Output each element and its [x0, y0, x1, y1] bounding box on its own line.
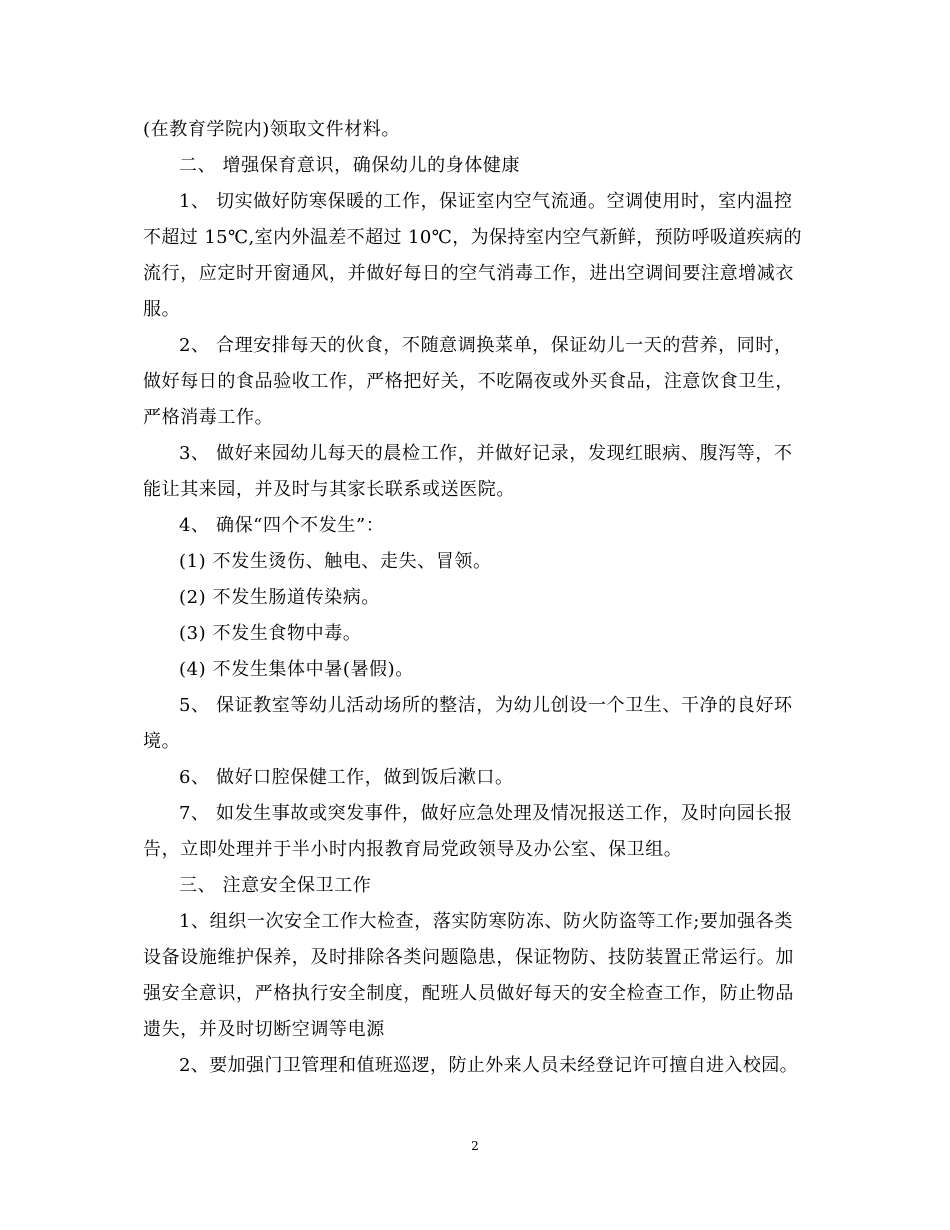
- text-line: 1、组织一次安全工作大检查，落实防寒防冻、防火防盗等工作;要加强各类: [179, 911, 793, 932]
- text-line: 强安全意识，严格执行安全制度，配班人员做好每天的安全检查工作，防止物品: [143, 983, 794, 1004]
- text-line: 流行，应定时开窗通风，并做好每日的空气消毒工作，进出空调间要注意增减衣: [143, 263, 794, 284]
- page-number: 2: [471, 1139, 479, 1153]
- text-line: 能让其来园，并及时与其家长联系或送医院。: [143, 479, 515, 500]
- text-line: (2) 不发生肠道传染病。: [179, 587, 381, 608]
- text-line: 不超过 15℃,室内外温差不超过 10℃，为保持室内空气新鲜，预防呼吸道疾病的: [143, 227, 802, 248]
- text-line: 二、 增强保育意识，确保幼儿的身体健康: [179, 155, 521, 176]
- text-line: 5、 保证教室等幼儿活动场所的整洁，为幼儿创设一个卫生、干净的良好环: [179, 695, 793, 716]
- text-line: (在教育学院内)领取文件材料。: [143, 119, 401, 140]
- document-body: [143, 112, 803, 1084]
- text-line: 4、 确保“四个不发生”：: [179, 515, 385, 536]
- text-line: 6、 做好口腔保健工作，做到饭后漱口。: [179, 767, 514, 788]
- text-line: (3) 不发生食物中毒。: [179, 623, 362, 644]
- text-line: 遗失，并及时切断空调等电源: [143, 1019, 385, 1040]
- text-line: 严格消毒工作。: [143, 407, 274, 428]
- text-line: 做好每日的食品验收工作，严格把好关，不吃隔夜或外买食品，注意饮食卫生，: [143, 371, 794, 392]
- text-line: 3、 做好来园幼儿每天的晨检工作，并做好记录，发现红眼病、腹泻等，不: [179, 443, 793, 464]
- text-line: 设备设施维护保养，及时排除各类问题隐患，保证物防、技防装置正常运行。加: [143, 947, 794, 968]
- text-line: 1、 切实做好防寒保暖的工作，保证室内空气流通。空调使用时，室内温控: [179, 191, 793, 212]
- text-line: (1) 不发生烫伤、触电、走失、冒领。: [179, 551, 492, 572]
- text-line: 三、 注意安全保卫工作: [179, 875, 372, 896]
- text-line: 服。: [143, 299, 181, 320]
- text-line: 7、 如发生事故或突发事件，做好应急处理及情况报送工作，及时向园长报: [179, 803, 793, 824]
- text-line: 2、要加强门卫管理和值班巡逻，防止外来人员未经登记许可擅自进入校园。: [179, 1055, 799, 1076]
- text-line: 告，立即处理并于半小时内报教育局党政领导及办公室、保卫组。: [143, 839, 683, 860]
- text-line: (4) 不发生集体中暑(暑假)。: [179, 659, 414, 680]
- text-line: 2、 合理安排每天的伙食，不随意调换菜单，保证幼儿一天的营养，同时，: [179, 335, 793, 356]
- text-line: 境。: [143, 731, 181, 752]
